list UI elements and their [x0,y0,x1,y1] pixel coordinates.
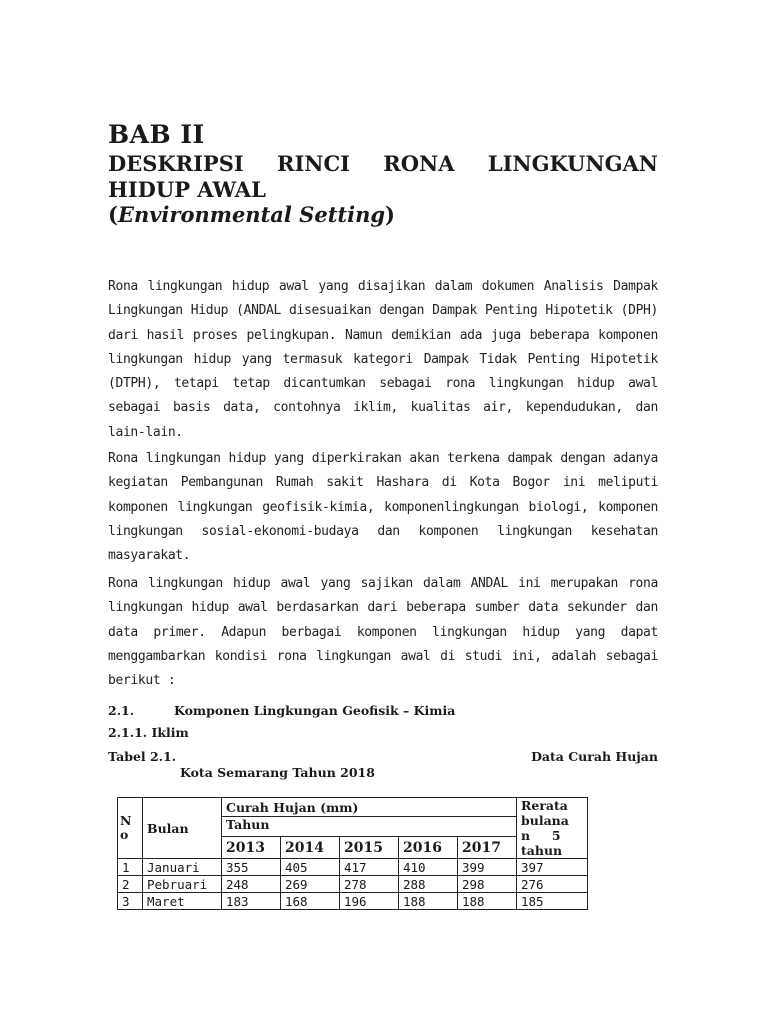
cell-value: 168 [281,893,340,910]
cell-bulan: Pebruari [143,876,222,893]
header-no [118,798,143,859]
section-title: Komponen Lingkungan Geofisik – Kimia [174,703,456,718]
cell-value: 399 [458,859,517,876]
cell-value: 269 [281,876,340,893]
paragraph-1: Rona lingkungan hidup awal yang disajikan dalam dokumen Analisis Dampak Lingkungan Hidup (ANDAL disesuaikan dengan Dampak Penting Hipotetik (DPH) dari hasil proses pelingkupan. Namun demikian ada juga beberapa komponen lingkungan hidup yang termasuk kategori Dampak Tidak Penting Hipotetik (DTPH), tetapi tetap dicantumkan sebagai rona lingkungan hidup awal sebagai basis data, contohnya iklim, kualitas air, kependudukan, dan lain-lain. [108,279,658,440]
cell-value: 196 [340,893,399,910]
year-header: 2017 [458,837,517,859]
cell-value: 288 [399,876,458,893]
cell-value: 183 [222,893,281,910]
cell-bulan: Januari [143,859,222,876]
paragraph-3: Rona lingkungan hidup awal yang sajikan dalam ANDAL ini merupakan rona lingkungan hidup awal berdasarkan dari beberapa sumber data sekunder dan data primer. Adapun berbagai komponen lingkungan hidup yang dapat menggambarkan kondisi rona lingkungan awal di studi ini, adalah sebagai berikut : [108,576,658,689]
cell-no: 3 [118,893,143,910]
table-row [118,859,588,876]
header-rerata-text: Rerata bulana n 5 tahun [521,798,569,858]
table-caption-label: Tabel 2.1. [108,749,177,764]
cell-value: 278 [340,876,399,893]
header-rerata [517,798,588,859]
header-tahun: Tahun [222,817,517,837]
cell-value: 405 [281,859,340,876]
cell-avg: 276 [517,876,588,893]
cell-avg: 397 [517,859,588,876]
header-no-text: N o [120,813,132,842]
table-row [118,893,588,910]
table-caption-right: Data Curah Hujan [531,749,658,764]
chapter-heading: BAB II [108,120,205,149]
cell-value: 248 [222,876,281,893]
cell-no: 2 [118,876,143,893]
cell-value: 188 [399,893,458,910]
chapter-subtitle [108,202,395,227]
year-header: 2013 [222,837,281,859]
subsection-heading: 2.1.1. Iklim [108,725,189,740]
chapter-title-line1: DESKRIPSI RINCI RONA LINGKUNGAN [108,151,658,176]
subtitle-close-paren: ) [385,202,395,227]
cell-bulan: Maret [143,893,222,910]
chapter-title-line2: HIDUP AWAL [108,177,266,202]
header-curah-hujan: Curah Hujan (mm) [222,798,517,817]
subtitle-open-paren: ( [108,202,118,227]
subtitle-italic: Environmental Setting [117,202,386,227]
cell-value: 355 [222,859,281,876]
cell-value: 298 [458,876,517,893]
table-caption-line2: Kota Semarang Tahun 2018 [180,765,375,780]
cell-no: 1 [118,859,143,876]
year-header: 2015 [340,837,399,859]
rainfall-table [117,797,588,910]
cell-avg: 185 [517,893,588,910]
table-row [118,876,588,893]
cell-value: 417 [340,859,399,876]
section-number: 2.1. [108,703,135,718]
cell-value: 410 [399,859,458,876]
year-header: 2016 [399,837,458,859]
year-header: 2014 [281,837,340,859]
header-bulan: Bulan [143,798,222,859]
paragraph-2: Rona lingkungan hidup yang diperkirakan akan terkena dampak dengan adanya kegiatan Pembangunan Rumah sakit Hashara di Kota Bogor ini meliputi komponen lingkungan geofisik-kimia, komponenlingkungan biologi, komponen lingkungan sosial-ekonomi-budaya dan komponen lingkungan kesehatan masyarakat. [108,451,658,564]
cell-value: 188 [458,893,517,910]
